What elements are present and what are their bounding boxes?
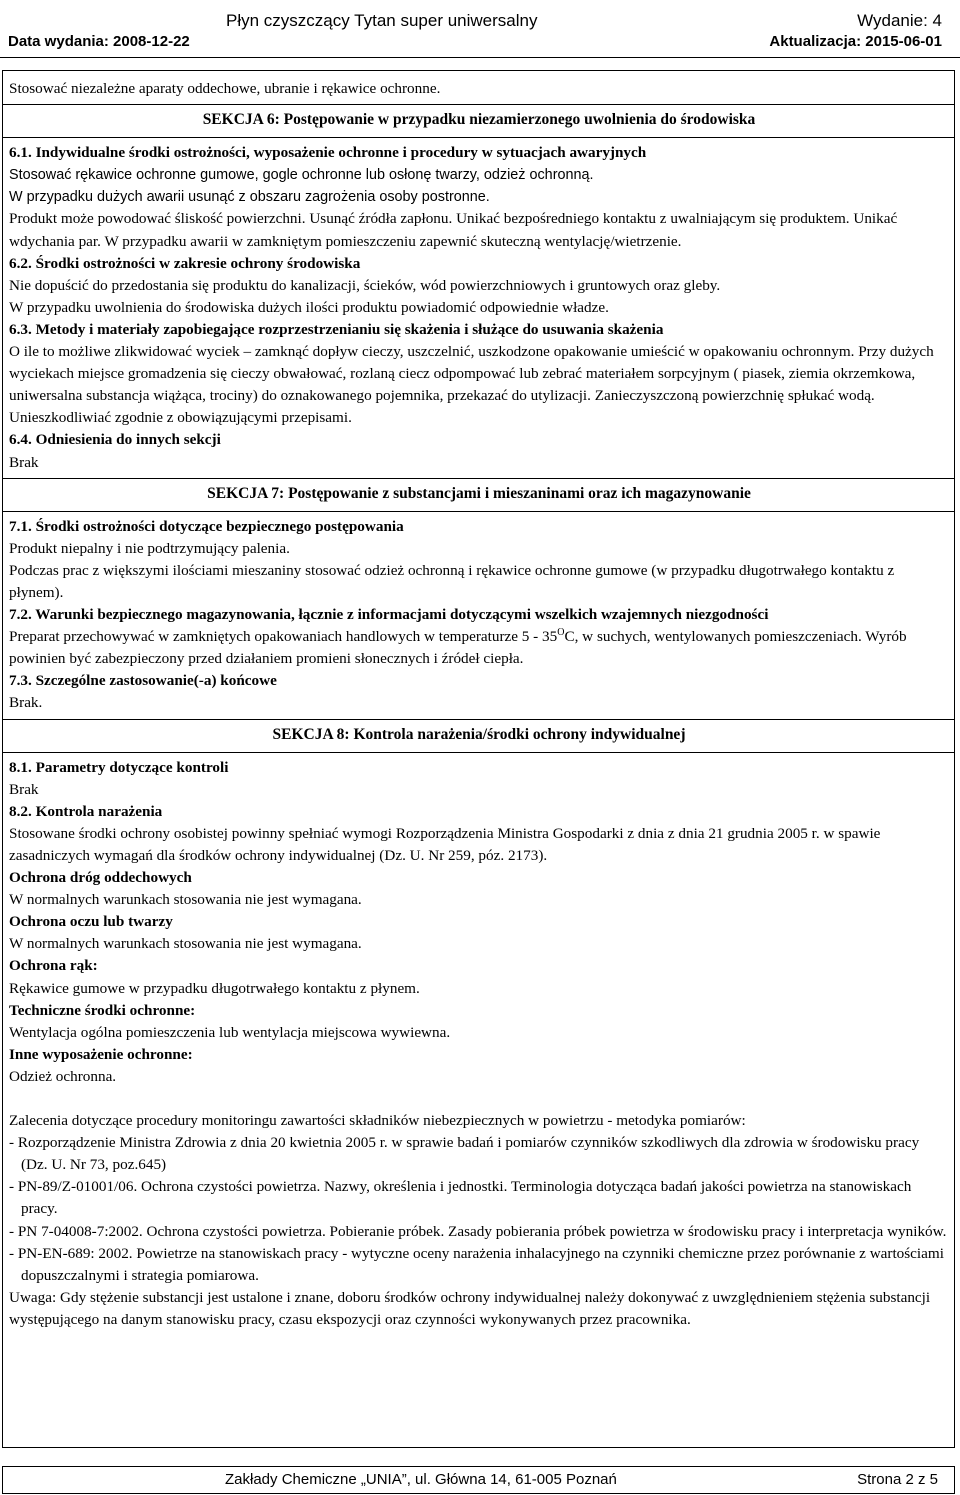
company-address: Zakłady Chemiczne „UNIA”, ul. Główna 14, 61-005 Poznań [225, 1471, 617, 1488]
subsection-6-2-heading: 6.2. Środki ostrożności w zakresie ochrony środowiska [9, 254, 361, 272]
list-item: - PN 7-04008-7:2002. Ochrona czystości powietrza. Pobieranie próbek. Zasady pobierania próbek powietrza w środowisku pracy i interpretacja wyników. [9, 1222, 947, 1240]
eye-protection-heading: Ochrona oczu lub twarzy [9, 913, 173, 931]
respiratory-protection-heading: Ochrona dróg oddechowych [9, 869, 192, 887]
other-equipment-heading: Inne wyposażenie ochronne: [9, 1045, 193, 1063]
issue-number: Wydanie: 4 [857, 11, 942, 30]
paragraph: Rękawice gumowe w przypadku długotrwałego kontaktu z płynem. [9, 979, 420, 997]
paragraph: Brak. [9, 694, 43, 712]
subsection-7-3-heading: 7.3. Szczególne zastosowanie(-a) końcowe [9, 672, 277, 690]
section-divider [2, 137, 955, 138]
section-6-title: SEKCJA 6: Postępowanie w przypadku niezamierzonego uwolnienia do środowiska [202, 111, 756, 129]
page-number: Strona 2 z 5 [857, 1471, 938, 1488]
document-body [9, 78, 949, 1331]
section-divider [2, 511, 955, 512]
monitoring-intro: Zalecenia dotyczące procedury monitoringu zawartości składników niebezpiecznych w powietrzu - metodyka pomiarów: [9, 1112, 746, 1130]
section-7-title: SEKCJA 7: Postępowanie z substancjami i mieszaninami oraz ich magazynowanie [207, 484, 751, 502]
section-divider [2, 752, 955, 753]
paragraph: Stosować rękawice ochronne gumowe, gogle ochronne lub osłonę twarzy, odzież ochronną. [9, 167, 594, 184]
section-8-title: SEKCJA 8: Kontrola narażenia/środki ochrony indywidualnej [272, 725, 686, 743]
paragraph: Brak [9, 780, 39, 798]
section-divider [2, 719, 955, 720]
paragraph: W przypadku uwolnienia do środowiska dużych ilości produktu powiadomić odpowiednie władze. [9, 298, 609, 316]
list-item: - PN-EN-689: 2002. Powietrze na stanowiskach pracy - wytyczne oceny narażenia inhalacyjnego na czynniki chemiczne przez porównanie z wartościami dopuszczalnymi i strategia pomiarowa. [9, 1244, 944, 1284]
subsection-6-3-heading: 6.3. Metody i materiały zapobiegające rozprzestrzenianiu się skażenia i służące do usuwania skażenia [9, 320, 664, 338]
paragraph: Wentylacja ogólna pomieszczenia lub wentylacja miejscowa wywiewna. [9, 1023, 451, 1041]
paragraph: W normalnych warunkach stosowania nie jest wymagana. [9, 891, 362, 909]
paragraph: W przypadku dużych awarii usunąć z obszaru zagrożenia osoby postronne. [9, 189, 490, 206]
issue-date: Data wydania: 2008-12-22 [8, 33, 190, 50]
subsection-6-1-heading: 6.1. Indywidualne środki ostrożności, wyposażenie ochronne i procedury w sytuacjach awaryjnych [9, 144, 647, 162]
section-5-tail: Stosować niezależne aparaty oddechowe, ubranie i rękawice ochronne. [9, 80, 441, 97]
paragraph: Odzież ochronna. [9, 1067, 117, 1085]
paragraph: Stosowane środki ochrony osobistej powinny spełniać wymogi Rozporządzenia Ministra Gospodarki z dnia z dnia 21 grudnia 2005 r. w spawie zasadniczych wymagań dla środków ochrony indywidualnej (Dz. U. Nr 259, póz. 2173). [9, 824, 881, 864]
paragraph: O ile to możliwe zlikwidować wyciek – zamknąć dopływ cieczy, uszczelnić, uszkodzone opakowanie umieścić w opakowaniu ochronnym. Przy dużych wyciekach miejsce gromadzenia się cieczy obwałować, rozlaną ciecz odpompować lub zebrać materiałem sorpcyjnym ( piasek, ziemia okrzemkowa, uniwersalna substancja wiążąca, trociny) do oznakowanego pojemnika, przekazać do utylizacji. Zanieczyszczoną powierzchnię spłukać wodą. Unieszkodliwiać zgodnie z obowiązującymi przepisami. [9, 343, 934, 427]
update-date: Aktualizacja: 2015-06-01 [769, 33, 942, 50]
hand-protection-heading: Ochrona rąk: [9, 957, 98, 975]
paragraph: Podczas prac z większymi ilościami mieszaniny stosować odzież ochronną i rękawice ochronne gumowe (w przypadku długotrwałego kontaktu z płynem). [9, 561, 895, 601]
paragraph: Produkt niepalny i nie podtrzymujący palenia. [9, 539, 290, 557]
subsection-8-1-heading: 8.1. Parametry dotyczące kontroli [9, 758, 229, 776]
subsection-7-1-heading: 7.1. Środki ostrożności dotyczące bezpiecznego postępowania [9, 517, 404, 535]
page-header [0, 0, 960, 58]
page-footer [2, 1466, 955, 1494]
text-run: C, w suchych, wentylowanych pomieszczeniach. Wyrób powinien być zabezpieczony przed działaniem promieni słonecznych i źródeł ciepła. [9, 628, 907, 668]
header-divider [0, 57, 960, 58]
subsection-8-2-heading: 8.2. Kontrola narażenia [9, 802, 163, 820]
note-paragraph: Uwaga: Gdy stężenie substancji jest ustalone i znane, doboru środków ochrony indywidualnej należy dokonywać z uwzględnieniem stężenia substancji występującego na danym stanowisku pracy, czasu ekspozycji oraz czynności wykonywanych przez pracownika. [9, 1288, 931, 1328]
subsection-6-4-heading: 6.4. Odniesienia do innych sekcji [9, 431, 221, 449]
paragraph [9, 626, 949, 670]
superscript: O [557, 627, 565, 639]
list-item: - PN-89/Z-01001/06. Ochrona czystości powietrza. Nazwy, określenia i jednostki. Terminologia dotycząca badań jakości powietrza na stanowiskach pracy. [9, 1178, 912, 1218]
section-divider [2, 104, 955, 105]
section-divider [2, 478, 955, 479]
paragraph: Produkt może powodować śliskość powierzchni. Usunąć źródła zapłonu. Unikać bezpośredniego kontaktu z uwalniającym się produktem. Unikać wdychania par. W przypadku awarii w zamkniętym pomieszczeniu zapewnić skuteczną wentylację/wietrzenie. [9, 210, 898, 250]
paragraph: Brak [9, 453, 39, 471]
document-title: Płyn czyszczący Tytan super uniwersalny [226, 11, 538, 30]
paragraph: W normalnych warunkach stosowania nie jest wymagana. [9, 935, 362, 953]
paragraph: Nie dopuścić do przedostania się produktu do kanalizacji, ścieków, wód powierzchniowych i gruntowych oraz gleby. [9, 276, 721, 294]
spacer [9, 1088, 949, 1110]
subsection-7-2-heading: 7.2. Warunki bezpiecznego magazynowania, łącznie z informacjami dotyczącymi wszelkich wzajemnych niezgodności [9, 606, 769, 624]
list-item: - Rozporządzenie Ministra Zdrowia z dnia 20 kwietnia 2005 r. w sprawie badań i pomiarów czynników szkodliwych dla zdrowia w środowisku pracy (Dz. U. Nr 73, poz.645) [9, 1134, 920, 1174]
technical-measures-heading: Techniczne środki ochronne: [9, 1001, 196, 1019]
text-run: Preparat przechowywać w zamkniętych opakowaniach handlowych w temperaturze 5 - 35 [9, 628, 558, 646]
